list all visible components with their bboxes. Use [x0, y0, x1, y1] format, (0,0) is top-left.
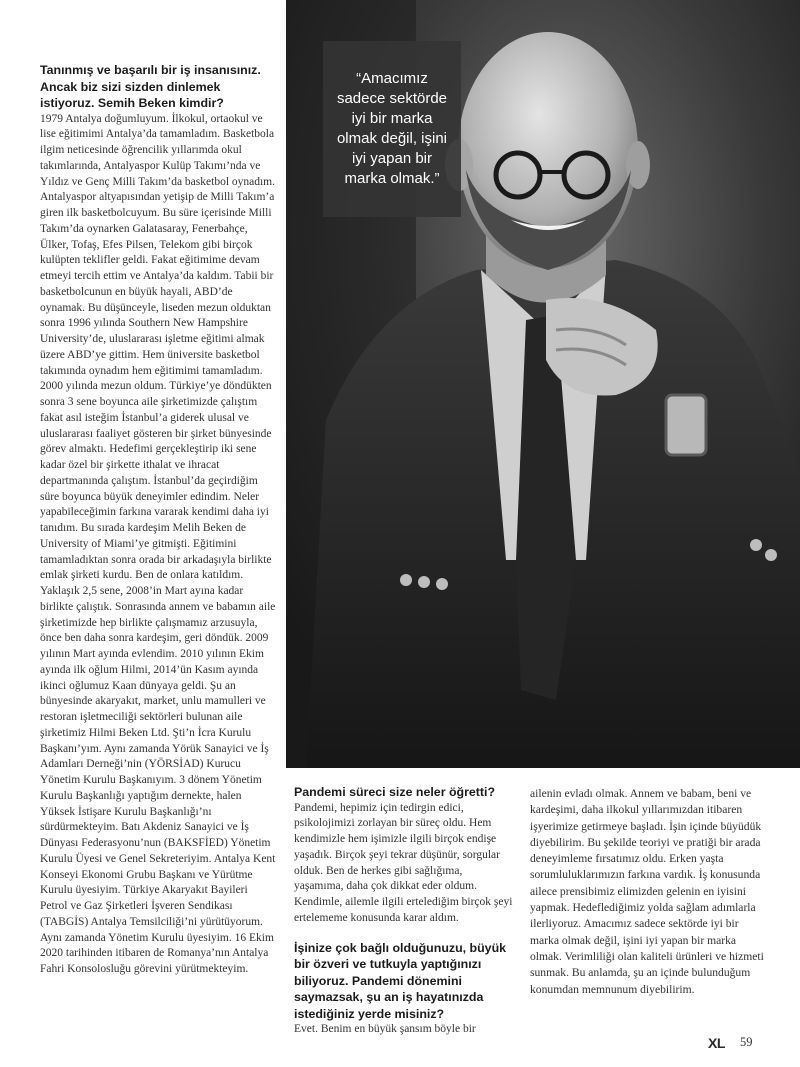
page-number: 59: [740, 1035, 753, 1049]
middle-column: [294, 784, 514, 1038]
interview-answer-3-continued: ailenin evladı olmak. Annem ve babam, beni ve kardeşimi, daha ilkokul yıllarımızdan itibaren işyerimize getirmeye başladı. İşin içinde büyüdük diyebilirim. Bu şekilde teoriyi ve pratiği bir arada deneyimleme fırsatımız oldu. Erken yaşta sorumluluklarımızın farkına vardık. İş konusunda ailece prensibimiz elimizden gelenin en iyisini yapmak. Hedeflediğimiz yolda sağlam adımlarla ilerliyoruz. Amacımız sadece sektörde iyi bir marka olmak değil, işini iyi yapan bir marka olmak. Verimliliği olan kaliteli ürünleri ve hizmeti sunmak. Bu anlamda, şu an içinde bulunduğum konumdan memnunum diyebilirim.: [530, 787, 764, 996]
interview-question-1: Tanınmış ve başarılı bir iş insanısınız. Ancak biz sizi sizden dinlemek istiyoruz. Semih Beken kimdir?: [40, 63, 261, 110]
interview-answer-3-start: Evet. Benim en büyük şansım böyle bir: [294, 1023, 476, 1035]
interview-answer-1: 1979 Antalya doğumluyum. İlkokul, ortaokul ve lise eğitimimi Antalya’da tamamladım. Basketbola ilgim neticesinde öğrencilik yıllarımda okul takımlarında, Antalyaspor Kulüp Takımı’nda ve Yıldız ve Genç Milli Takım’da basketbol oynadım. Antalyaspor altyapısından yetişip de Milli Takım’a giren ilk basketbolcuyum. Bu süre içerisinde Milli Takım’da oynarken Galatasaray, Fenerbahçe, Ülker, Tofaş, Efes Pilsen, Telekom gibi birçok kulüpten teklifler geldi. Fakat eğitimime devam etmeyi tercih ettim ve Antalya’da kaldım. Tabii bir basketbolcunun en büyük hayali, ABD’de oynamak. Bu düşünceyle, liseden mezun olduktan sonra 1996 yılında Southern New Hampshire University’de, uluslararası işletme eğitimi almak üzere ABD’ye gittim. Hem üniversite basketbol takımında oynadım hem eğitimimi tamamladım. 2000 yılında mezun oldum. Türkiye’ye döndükten sonra 3 sene boyunca aile şirketimizde çalıştım fakat asıl isteğim İstanbul’a giderek ulusal ve uluslararası faaliyet gösteren bir şirket bünyesinde görev almaktı. Hedefimi gerçekleştirip iki sene kadar özel bir şirkette ithalat ve ihracat departmanında çalıştım. İstanbul’da geçirdiğim süre boyunca büyük deneyimler edindim. Neler yapabileceğimin farkına vararak kendimi daha iyi tanıdım. Bu sırada kardeşim Melih Beken de University of Miami’ye gitmişti. Eğitimini tamamladıktan sonra orada bir arkadaşıyla birlikte emlak şirketi kurdu. Ben de onlara katıldım. Yaklaşık 2,5 sene, 2008’in Mart ayına kadar birlikte çalıştık. Sonrasında annem ve babamın aile şirketimizde hep birlikte çalışmamız arzusuyla, önce ben daha sonra kardeşim, geri döndük. 2009 yılının Mart ayında evlendim. 2010 yılının Ekim ayında ilk oğlum Hilmi, 2014’ün Kasım ayında ikinci oğlumuz Kaan dünyaya geldi. Şu an bünyesinde akaryakıt, market, unlu mamulleri ve restoran işletmeciliği sektörleri bulunan aile şirketimiz Hilmi Beken Ltd. Şti’n İcra Kurulu Başkanı’yım. Aynı zamanda Yörük Sanayici ve İş Adamları Derneği’nin (YÖRSİAD) Kurucu Yönetim Kurulu Başkanıyım. 3 dönem Yönetim Kurulu Başkanlığı yaptığım dernekte, halen Yüksek İstişare Kurulu Başkanlığı’nı sürdürmekteyim. Batı Akdeniz Sanayici ve İş Dünyası Federasyonu’nun (BAKSFİED) Yönetim Kurulu Üyesi ve Genel Sekreteriyim. Antalya Kent Konseyi Ekonomi Grubu Başkanı ve Yürütme Kurulu üyesiyim. Türkiye Akaryakıt Bayileri Petrol ve Gaz Şirketleri İşveren Sendikası (TABGİS) Antalya Temsilciliği’ni yürütüyorum. Aynı zamanda Yönetim Kurulu üyesiyim. 16 Ekim 2020 tarihinden itibaren de Romanya’nın Antalya Fahri Konsolosluğu görevini yürütmekteyim.: [40, 112, 276, 975]
magazine-logo: XL: [708, 1035, 725, 1051]
left-column: [40, 62, 278, 978]
interview-answer-2: Pandemi, hepimiz için tedirgin edici, psikolojimizi zorlayan bir süreç oldu. Hem kendimizle hem işimizle ilgili birçok endişe yaşadık. Birçok şeyi tekrar düşünür, sorgular olduk. Ben de herkes gibi sağlığıma, yaşamıma, daha çok dikkat eder oldum. Kendimle, ailemle ilgili ertelediğim birçok şeyi ertelememe konusunda karar aldım.: [294, 801, 513, 924]
interview-question-3: İşinize çok bağlı olduğunuzu, büyük bir özveri ve tutkuyla yaptığınızı biliyoruz. Pandemi dönemini saymazsak, şu an iş hayatınızda istediğiniz yerde misiniz?: [294, 940, 507, 1021]
right-column: [530, 786, 770, 998]
pull-quote-box: [323, 41, 461, 217]
interview-question-2: Pandemi süreci size neler öğretti?: [294, 785, 496, 799]
pull-quote: “Amacımız sadece sektörde iyi bir marka olmak değil, işini iyi yapan bir marka olmak.”: [336, 70, 448, 187]
